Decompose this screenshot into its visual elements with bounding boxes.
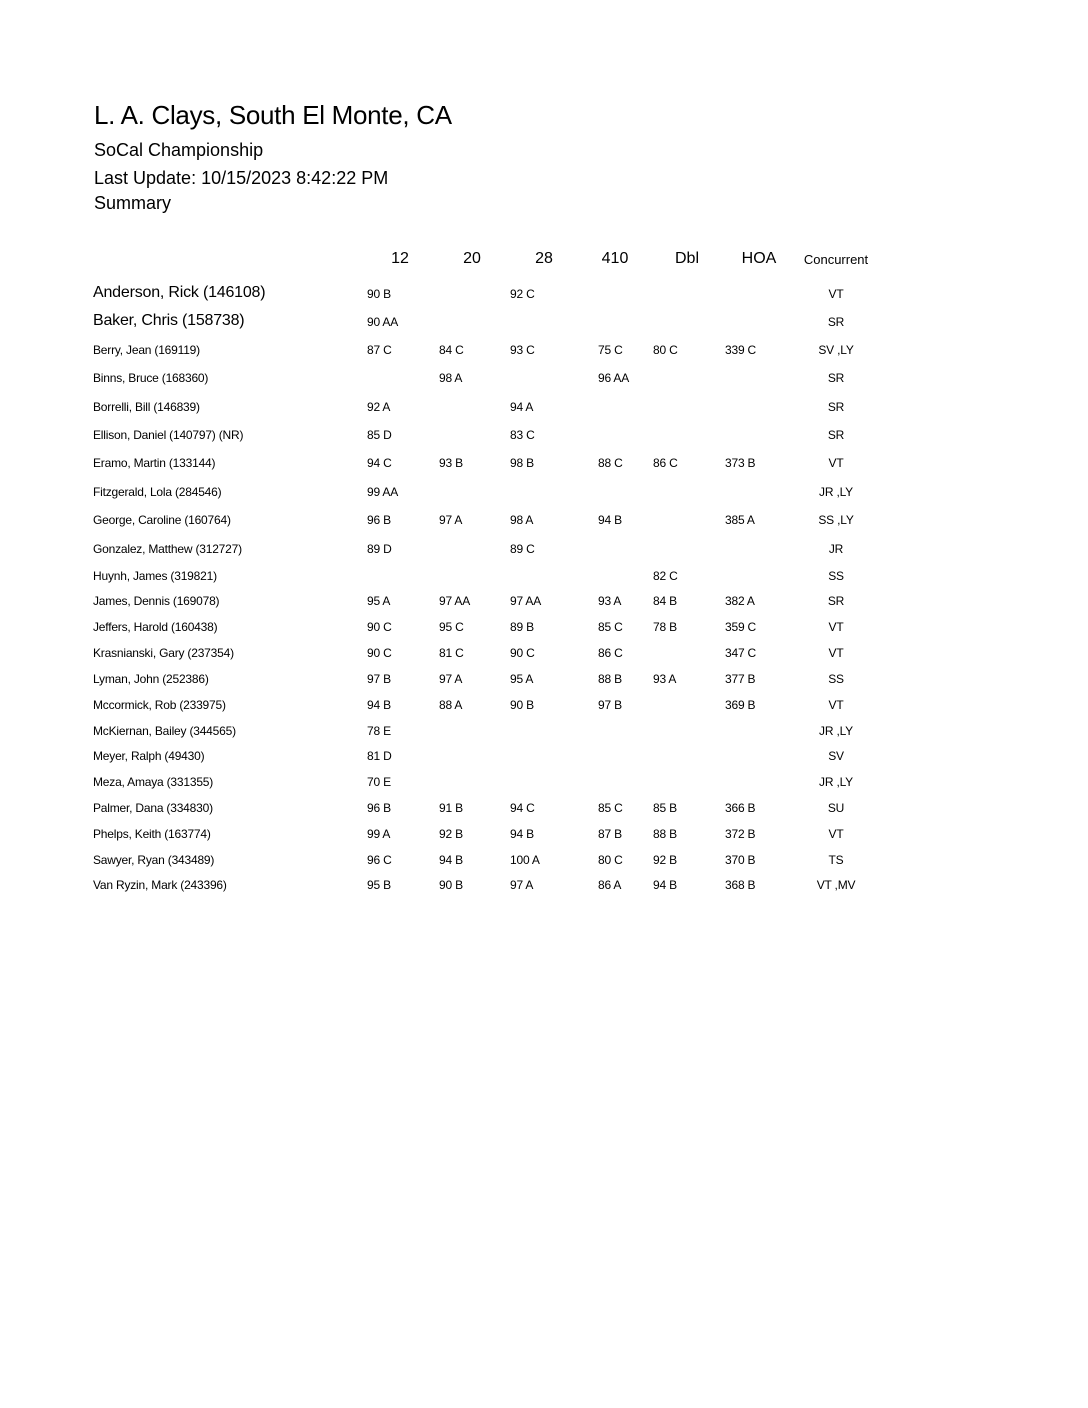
score-c12: 81 D (367, 749, 392, 763)
column-header-12: 12 (391, 250, 409, 267)
score-c410: 86 C (598, 646, 623, 660)
score-c12: 96 C (367, 853, 392, 867)
score-concurrent: SV (828, 749, 844, 763)
score-hoa: 382 A (725, 594, 755, 608)
score-concurrent: SU (827, 801, 845, 815)
shooter-name: Borrelli, Bill (146839) (93, 400, 200, 414)
shooter-name: Baker, Chris (158738) (93, 312, 245, 329)
score-dbl: 84 B (653, 594, 677, 608)
score-c20: 88 A (439, 698, 463, 712)
table-row (0, 400, 1088, 420)
table-row (0, 724, 1088, 744)
score-concurrent: VT (828, 827, 844, 841)
score-c410: 80 C (598, 853, 623, 867)
shooter-name: Gonzalez, Matthew (312727) (93, 542, 242, 556)
score-dbl: 94 B (653, 878, 677, 892)
score-c410: 87 B (598, 827, 622, 841)
last-update: Last Update: 10/15/2023 8:42:22 PM (94, 168, 389, 188)
table-row (0, 343, 1088, 363)
shooter-name: Lyman, John (252386) (93, 672, 209, 686)
shooter-name: Krasnianski, Gary (237354) (93, 646, 234, 660)
column-header-dbl: Dbl (674, 250, 700, 267)
table-row (0, 827, 1088, 847)
score-c20: 93 B (439, 456, 463, 470)
score-concurrent: VT ,MV (816, 878, 856, 892)
score-c12: 95 B (367, 878, 391, 892)
score-c410: 85 C (598, 620, 623, 634)
score-c20: 90 B (439, 878, 463, 892)
score-dbl: 82 C (653, 569, 678, 583)
table-row (0, 456, 1088, 476)
score-concurrent: JR ,LY (819, 775, 853, 789)
table-row (0, 284, 1088, 307)
score-c12: 99 A (367, 827, 391, 841)
summary-label: Summary (94, 193, 172, 213)
score-c12: 90 AA (367, 315, 399, 329)
score-c12: 89 D (367, 542, 392, 556)
table-row (0, 646, 1088, 666)
score-hoa: 347 C (725, 646, 757, 660)
score-c410: 85 C (598, 801, 623, 815)
score-c28: 89 C (510, 542, 535, 556)
score-c20: 98 A (439, 371, 463, 385)
score-concurrent: SV ,LY (818, 343, 854, 357)
score-c12: 78 E (367, 724, 391, 738)
table-row (0, 428, 1088, 448)
score-c410: 93 A (598, 594, 622, 608)
score-c410: 75 C (598, 343, 623, 357)
score-concurrent: SS (828, 569, 844, 583)
score-concurrent: SR (827, 594, 845, 608)
score-concurrent: SR (827, 315, 845, 329)
score-c20: 95 C (439, 620, 464, 634)
score-c20: 91 B (439, 801, 463, 815)
score-concurrent: SR (827, 371, 845, 385)
score-c28: 94 A (510, 400, 534, 414)
score-hoa: 372 B (725, 827, 756, 841)
shooter-name: Fitzgerald, Lola (284546) (93, 485, 222, 499)
table-row (0, 620, 1088, 640)
column-header-hoa: HOA (741, 250, 777, 267)
score-c410: 88 C (598, 456, 623, 470)
score-c28: 89 B (510, 620, 534, 634)
score-c12: 90 C (367, 646, 392, 660)
score-c12: 94 B (367, 698, 391, 712)
column-header-410: 410 (601, 250, 629, 267)
score-hoa: 369 B (725, 698, 756, 712)
score-concurrent: VT (828, 287, 844, 301)
score-concurrent: JR ,LY (819, 485, 853, 499)
score-c12: 94 C (367, 456, 392, 470)
shooter-name: George, Caroline (160764) (93, 513, 231, 527)
table-row (0, 698, 1088, 718)
table-row (0, 672, 1088, 692)
score-c20: 92 B (439, 827, 463, 841)
score-concurrent: SR (827, 428, 845, 442)
event-name: SoCal Championship (94, 140, 264, 160)
shooter-name: Ellison, Daniel (140797) (NR) (93, 428, 244, 442)
score-c12: 87 C (367, 343, 392, 357)
score-c12: 96 B (367, 801, 391, 815)
score-dbl: 80 C (653, 343, 678, 357)
table-row (0, 485, 1088, 505)
score-c20: 97 A (439, 672, 463, 686)
score-concurrent: JR (828, 542, 844, 556)
column-header-concurrent: Concurrent (803, 252, 869, 267)
shooter-name: Huynh, James (319821) (93, 569, 217, 583)
score-c12: 96 B (367, 513, 391, 527)
shooter-name: Phelps, Keith (163774) (93, 827, 211, 841)
score-c12: 70 E (367, 775, 391, 789)
score-c28: 93 C (510, 343, 535, 357)
page-title: L. A. Clays, South El Monte, CA (94, 100, 452, 130)
shooter-name: Eramo, Martin (133144) (93, 456, 216, 470)
shooter-name: Meza, Amaya (331355) (93, 775, 214, 789)
score-hoa: 385 A (725, 513, 755, 527)
score-concurrent: SS ,LY (818, 513, 854, 527)
score-c28: 98 B (510, 456, 534, 470)
column-header-28: 28 (535, 250, 553, 267)
table-row (0, 801, 1088, 821)
shooter-name: Binns, Bruce (168360) (93, 371, 209, 385)
score-dbl: 78 B (653, 620, 677, 634)
score-c410: 97 B (598, 698, 622, 712)
shooter-name: Berry, Jean (169119) (93, 343, 200, 357)
table-row (0, 749, 1088, 769)
score-c28: 97 AA (510, 594, 542, 608)
shooter-name: Anderson, Rick (146108) (93, 284, 266, 301)
score-c12: 90 C (367, 620, 392, 634)
shooter-name: Palmer, Dana (334830) (93, 801, 213, 815)
score-c20: 97 A (439, 513, 463, 527)
score-concurrent: TS (828, 853, 844, 867)
score-c20: 84 C (439, 343, 464, 357)
score-c410: 94 B (598, 513, 622, 527)
table-row (0, 853, 1088, 873)
score-concurrent: SR (827, 400, 845, 414)
score-c12: 85 D (367, 428, 392, 442)
shooter-name: Jeffers, Harold (160438) (93, 620, 218, 634)
score-hoa: 370 B (725, 853, 756, 867)
score-hoa: 377 B (725, 672, 756, 686)
score-c28: 98 A (510, 513, 534, 527)
score-hoa: 366 B (725, 801, 756, 815)
score-concurrent: VT (828, 456, 844, 470)
score-dbl: 93 A (653, 672, 677, 686)
score-concurrent: VT (828, 646, 844, 660)
score-c410: 88 B (598, 672, 622, 686)
score-c410: 96 AA (598, 371, 630, 385)
score-c410: 86 A (598, 878, 622, 892)
score-c28: 94 C (510, 801, 535, 815)
score-concurrent: JR ,LY (819, 724, 853, 738)
score-c12: 90 B (367, 287, 391, 301)
score-c12: 92 A (367, 400, 391, 414)
score-c28: 94 B (510, 827, 534, 841)
score-c28: 97 A (510, 878, 534, 892)
score-c28: 90 B (510, 698, 534, 712)
score-c12: 97 B (367, 672, 391, 686)
table-row (0, 513, 1088, 533)
shooter-name: Van Ryzin, Mark (243396) (93, 878, 227, 892)
score-concurrent: VT (828, 698, 844, 712)
score-dbl: 85 B (653, 801, 677, 815)
table-row (0, 594, 1088, 614)
table-row (0, 878, 1088, 898)
table-row (0, 775, 1088, 795)
score-c28: 90 C (510, 646, 535, 660)
score-dbl: 88 B (653, 827, 677, 841)
score-dbl: 92 B (653, 853, 677, 867)
table-row (0, 312, 1088, 335)
score-c20: 81 C (439, 646, 464, 660)
table-row (0, 542, 1088, 562)
score-c20: 94 B (439, 853, 463, 867)
score-hoa: 368 B (725, 878, 756, 892)
table-row (0, 371, 1088, 391)
score-hoa: 373 B (725, 456, 756, 470)
score-c28: 92 C (510, 287, 535, 301)
score-c28: 83 C (510, 428, 535, 442)
score-concurrent: SS (828, 672, 844, 686)
score-concurrent: VT (828, 620, 844, 634)
table-row (0, 569, 1088, 589)
score-hoa: 339 C (725, 343, 757, 357)
score-dbl: 86 C (653, 456, 678, 470)
score-c12: 95 A (367, 594, 391, 608)
shooter-name: Sawyer, Ryan (343489) (93, 853, 215, 867)
score-c12: 99 AA (367, 485, 399, 499)
score-c28: 95 A (510, 672, 534, 686)
shooter-name: Meyer, Ralph (49430) (93, 749, 205, 763)
score-c20: 97 AA (439, 594, 471, 608)
score-c28: 100 A (510, 853, 540, 867)
column-header-20: 20 (463, 250, 481, 267)
shooter-name: Mccormick, Rob (233975) (93, 698, 226, 712)
shooter-name: James, Dennis (169078) (93, 594, 220, 608)
score-hoa: 359 C (725, 620, 757, 634)
shooter-name: McKiernan, Bailey (344565) (93, 724, 236, 738)
